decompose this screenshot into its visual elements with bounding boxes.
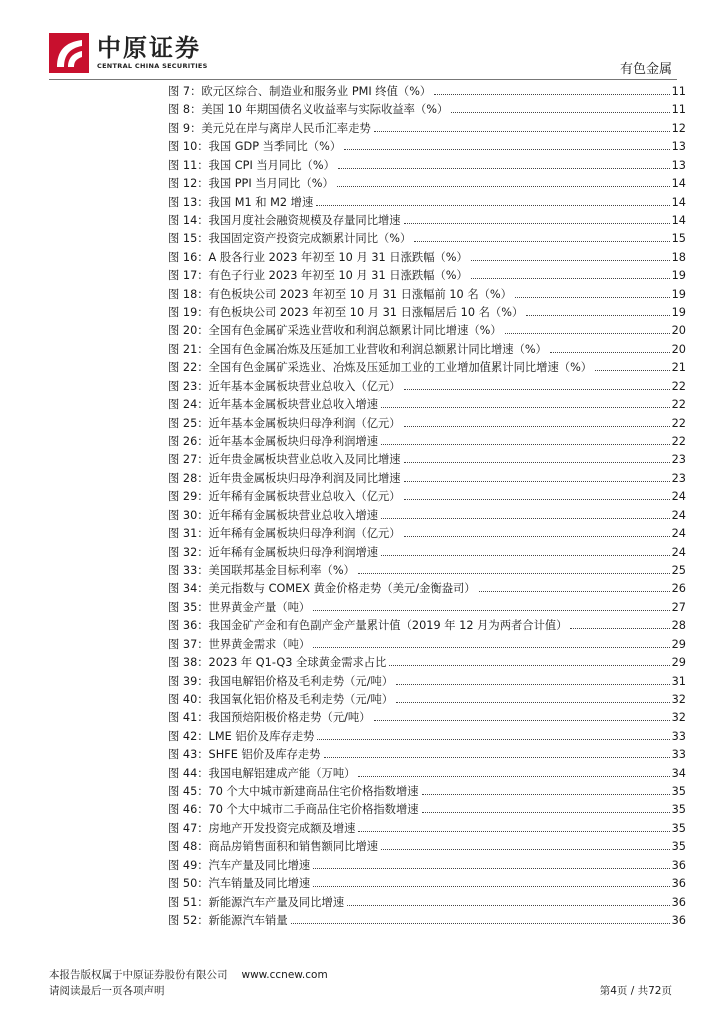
toc-entry-page: 22 (671, 398, 686, 412)
toc-entry-label: 图 37：世界黄金需求（吨） (168, 637, 311, 651)
toc-entry[interactable] (168, 820, 686, 838)
toc-entry-label: 图 33：美国联邦基金目标利率（%） (168, 563, 355, 577)
toc-dot-leader (337, 185, 670, 187)
toc-entry[interactable] (168, 212, 686, 230)
toc-dot-leader (324, 756, 670, 758)
toc-entry[interactable] (168, 194, 686, 212)
toc-entry-label: 图 27：近年贵金属板块营业总收入及同比增速 (168, 453, 401, 467)
toc-entry[interactable] (168, 396, 686, 414)
toc-entry-label: 图 25：近年基本金属板块归母净利润（亿元） (168, 416, 401, 430)
toc-dot-leader (344, 148, 670, 150)
toc-entry[interactable] (168, 138, 686, 156)
toc-entry[interactable] (168, 894, 686, 912)
toc-entry-page: 24 (671, 527, 686, 541)
toc-entry[interactable] (168, 636, 686, 654)
toc-entry-page: 27 (671, 600, 686, 614)
toc-entry-page: 35 (671, 821, 686, 835)
toc-dot-leader (471, 277, 670, 279)
figure-list (168, 83, 686, 930)
toc-entry-page: 24 (671, 490, 686, 504)
toc-entry-page: 12 (671, 121, 686, 135)
report-category: 有色金属 (619, 62, 672, 77)
toc-entry-page: 25 (671, 563, 686, 577)
toc-entry-label: 图 48：商品房销售面积和销售额同比增速 (168, 840, 379, 854)
toc-entry[interactable] (168, 765, 686, 783)
toc-entry-label: 图 34：美元指数与 COMEX 黄金价格走势（美元/金衡盎司） (168, 582, 476, 596)
toc-entry-page: 20 (671, 342, 686, 356)
toc-entry-page: 32 (671, 692, 686, 706)
toc-entry[interactable] (168, 415, 686, 433)
toc-dot-leader (526, 314, 669, 316)
toc-entry-page: 34 (671, 766, 686, 780)
toc-entry-page: 19 (671, 287, 686, 301)
toc-entry[interactable] (168, 359, 686, 377)
toc-entry-label: 图 29：近年稀有金属板块营业总收入（亿元） (168, 490, 401, 504)
toc-entry-label: 图 18：有色板块公司 2023 年初至 10 月 31 日涨幅前 10 名（%） (168, 287, 512, 301)
toc-entry-label: 图 21：全国有色金属冶炼及压延加工业营收和利润总额累计同比增速（%） (168, 342, 547, 356)
toc-entry-label: 图 10：我国 GDP 当季同比（%） (168, 140, 342, 154)
toc-dot-leader (381, 848, 670, 850)
toc-entry-page: 32 (671, 711, 686, 725)
toc-entry-label: 图 11：我国 CPI 当月同比（%） (168, 158, 335, 172)
toc-entry[interactable] (168, 433, 686, 451)
toc-entry-label: 图 36：我国金矿产金和有色副产金产量累计值（2019 年 12 月为两者合计值） (168, 619, 568, 633)
toc-dot-leader (422, 811, 670, 813)
toc-entry[interactable] (168, 230, 686, 248)
toc-entry-label: 图 32：近年稀有金属板块归母净利润增速 (168, 545, 379, 559)
toc-entry-label: 图 12：我国 PPI 当月同比（%） (168, 177, 334, 191)
toc-entry[interactable] (168, 617, 686, 635)
toc-entry-page: 13 (671, 140, 686, 154)
toc-dot-leader (313, 867, 669, 869)
toc-entry-label: 图 24：近年基本金属板块营业总收入增速 (168, 398, 379, 412)
toc-entry[interactable] (168, 175, 686, 193)
toc-entry-page: 24 (671, 508, 686, 522)
toc-entry[interactable] (168, 101, 686, 119)
toc-entry-page: 22 (671, 416, 686, 430)
toc-dot-leader (404, 480, 670, 482)
toc-entry[interactable] (168, 451, 686, 469)
toc-entry[interactable] (168, 673, 686, 691)
toc-entry-label: 图 51：新能源汽车产量及同比增速 (168, 895, 345, 909)
toc-entry[interactable] (168, 728, 686, 746)
toc-entry-page: 18 (671, 250, 686, 264)
toc-entry-label: 图 31：近年稀有金属板块归母净利润（亿元） (168, 527, 401, 541)
toc-dot-leader (313, 885, 669, 887)
toc-entry[interactable] (168, 286, 686, 304)
toc-entry[interactable] (168, 83, 686, 101)
toc-dot-leader (515, 296, 670, 298)
toc-entry-page: 14 (671, 213, 686, 227)
toc-entry-label: 图 22：全国有色金属矿采选业、冶炼及压延加工业的工业增加值累计同比增速（%） (168, 361, 593, 375)
toc-entry-label: 图 15：我国固定资产投资完成额累计同比（%） (168, 232, 412, 246)
toc-dot-leader (451, 111, 669, 113)
toc-dot-leader (381, 554, 670, 556)
toc-entry-label: 图 40：我国氧化铝价格及毛利走势（元/吨） (168, 692, 394, 706)
toc-entry[interactable] (168, 470, 686, 488)
toc-entry-page: 36 (671, 858, 686, 872)
company-logo (49, 33, 208, 73)
toc-dot-leader (381, 517, 670, 519)
toc-entry-label: 图 52：新能源汽车销量 (168, 913, 288, 927)
toc-entry-label: 图 47：房地产开发投资完成额及增速 (168, 821, 356, 835)
toc-entry-page: 28 (671, 619, 686, 633)
toc-entry-page: 33 (671, 748, 686, 762)
copyright-text: 本报告版权属于中原证券股份有限公司 (49, 969, 228, 981)
toc-entry-page: 35 (671, 803, 686, 817)
toc-entry-label: 图 49：汽车产量及同比增速 (168, 858, 311, 872)
toc-entry[interactable] (168, 599, 686, 617)
toc-entry[interactable] (168, 488, 686, 506)
toc-dot-leader (316, 204, 669, 206)
toc-dot-leader (550, 351, 670, 353)
toc-dot-leader (381, 443, 670, 445)
toc-entry-label: 图 35：世界黄金产量（吨） (168, 600, 311, 614)
toc-dot-leader (291, 922, 670, 924)
toc-entry-page: 36 (671, 877, 686, 891)
toc-entry[interactable] (168, 157, 686, 175)
toc-entry-page: 36 (671, 895, 686, 909)
toc-dot-leader (317, 738, 669, 740)
toc-entry[interactable] (168, 857, 686, 875)
toc-entry-label: 图 30：近年稀有金属板块营业总收入增速 (168, 508, 379, 522)
toc-entry-page: 21 (671, 361, 686, 375)
disclaimer-text: 请阅读最后一页各项声明 (49, 985, 165, 997)
toc-dot-leader (374, 719, 670, 721)
toc-entry-page: 35 (671, 785, 686, 799)
toc-dot-leader (404, 535, 670, 537)
toc-entry[interactable] (168, 801, 686, 819)
header-divider (49, 79, 677, 80)
toc-entry-label: 图 28：近年贵金属板块归母净利润及同比增速 (168, 471, 401, 485)
toc-entry-label: 图 44：我国电解铝建成产能（万吨） (168, 766, 356, 780)
toc-entry[interactable] (168, 691, 686, 709)
toc-entry-page: 26 (671, 582, 686, 596)
toc-entry[interactable] (168, 507, 686, 525)
toc-entry-page: 29 (671, 637, 686, 651)
toc-entry[interactable] (168, 783, 686, 801)
toc-entry-page: 13 (671, 158, 686, 172)
toc-entry[interactable] (168, 875, 686, 893)
toc-entry-page: 14 (671, 195, 686, 209)
toc-entry-label: 图 46：70 个大中城市二手商品住宅价格指数增速 (168, 803, 419, 817)
toc-entry-page: 31 (671, 674, 686, 688)
toc-entry-page: 35 (671, 840, 686, 854)
toc-entry-page: 29 (671, 656, 686, 670)
toc-entry-label: 图 26：近年基本金属板块归母净利润增速 (168, 435, 379, 449)
toc-entry-label: 图 45：70 个大中城市新建商品住宅价格指数增速 (168, 785, 419, 799)
toc-entry[interactable] (168, 120, 686, 138)
logo-emblem-icon (49, 33, 89, 73)
page-number: 第4页 / 共72页 (599, 985, 672, 997)
toc-entry-page: 15 (671, 232, 686, 246)
toc-entry-label: 图 14：我国月度社会融资规模及存量同比增速 (168, 213, 401, 227)
toc-entry[interactable] (168, 912, 686, 930)
toc-entry[interactable] (168, 838, 686, 856)
toc-entry-page: 11 (671, 85, 686, 98)
toc-entry-label: 图 9：美元兑在岸与离岸人民币汇率走势 (168, 121, 371, 135)
toc-entry[interactable] (168, 746, 686, 764)
toc-entry-label: 图 13：我国 M1 和 M2 增速 (168, 195, 314, 209)
toc-entry[interactable] (168, 378, 686, 396)
logo-chinese-name: 中原证券 (97, 34, 201, 62)
toc-entry[interactable] (168, 580, 686, 598)
toc-entry-label: 图 7：欧元区综合、制造业和服务业 PMI 终值（%） (168, 85, 432, 98)
toc-dot-leader (505, 332, 670, 334)
toc-entry-page: 22 (671, 379, 686, 393)
toc-entry[interactable] (168, 304, 686, 322)
toc-dot-leader (404, 425, 670, 427)
toc-entry-label: 图 39：我国电解铝价格及毛利走势（元/吨） (168, 674, 394, 688)
toc-entry-label: 图 41：我国预焙阳极价格走势（元/吨） (168, 711, 371, 725)
toc-dot-leader (313, 609, 669, 611)
toc-entry-page: 19 (671, 306, 686, 320)
toc-dot-leader (595, 369, 670, 371)
toc-entry-page: 36 (671, 913, 686, 927)
toc-entry[interactable] (168, 654, 686, 672)
website-link[interactable]: www.ccnew.com (241, 969, 328, 981)
toc-entry-page: 23 (671, 471, 686, 485)
toc-dot-leader (570, 627, 669, 629)
toc-entry-label: 图 23：近年基本金属板块营业总收入（亿元） (168, 379, 401, 393)
toc-entry-label: 图 43：SHFE 铝价及库存走势 (168, 748, 321, 762)
toc-entry[interactable] (168, 544, 686, 562)
toc-dot-leader (414, 240, 669, 242)
toc-entry[interactable] (168, 562, 686, 580)
toc-entry-label: 图 19：有色板块公司 2023 年初至 10 月 31 日涨幅居后 10 名（%） (168, 306, 524, 320)
toc-dot-leader (396, 683, 670, 685)
footer-left (49, 967, 328, 999)
toc-dot-leader (381, 406, 670, 408)
toc-dot-leader (389, 664, 669, 666)
toc-dot-leader (358, 775, 669, 777)
toc-entry[interactable] (168, 322, 686, 340)
toc-dot-leader (374, 130, 670, 132)
toc-entry[interactable] (168, 525, 686, 543)
toc-entry-label: 图 50：汽车销量及同比增速 (168, 877, 311, 891)
logo-english-name: CENTRAL CHINA SECURITIES (97, 62, 208, 70)
toc-dot-leader (404, 388, 670, 390)
toc-dot-leader (434, 93, 669, 95)
toc-dot-leader (404, 498, 670, 500)
toc-entry-page: 11 (671, 103, 686, 117)
toc-entry-page: 24 (671, 545, 686, 559)
toc-entry[interactable] (168, 249, 686, 267)
toc-entry-page: 20 (671, 324, 686, 338)
toc-entry-label: 图 42：LME 铝价及库存走势 (168, 729, 315, 743)
toc-entry[interactable] (168, 709, 686, 727)
toc-dot-leader (396, 701, 670, 703)
toc-dot-leader (358, 572, 670, 574)
toc-entry[interactable] (168, 341, 686, 359)
toc-dot-leader (338, 167, 670, 169)
toc-entry-page: 22 (671, 435, 686, 449)
toc-entry-label: 图 38：2023 年 Q1-Q3 全球黄金需求占比 (168, 656, 387, 670)
toc-entry-label: 图 20：全国有色金属矿采选业营收和利润总额累计同比增速（%） (168, 324, 502, 338)
toc-entry[interactable] (168, 267, 686, 285)
toc-entry-page: 23 (671, 453, 686, 467)
toc-dot-leader (404, 461, 670, 463)
toc-dot-leader (347, 904, 670, 906)
toc-dot-leader (358, 830, 669, 832)
toc-dot-leader (313, 646, 669, 648)
toc-dot-leader (422, 793, 670, 795)
toc-dot-leader (471, 259, 670, 261)
toc-entry-label: 图 8：美国 10 年期国债名义收益率与实际收益率（%） (168, 103, 449, 117)
toc-entry-label: 图 16：A 股各行业 2023 年初至 10 月 31 日涨跌幅（%） (168, 250, 468, 264)
toc-entry-page: 19 (671, 269, 686, 283)
toc-entry-label: 图 17：有色子行业 2023 年初至 10 月 31 日涨跌幅（%） (168, 269, 468, 283)
toc-dot-leader (479, 590, 670, 592)
toc-entry-page: 33 (671, 729, 686, 743)
toc-dot-leader (404, 222, 670, 224)
toc-entry-page: 14 (671, 177, 686, 191)
